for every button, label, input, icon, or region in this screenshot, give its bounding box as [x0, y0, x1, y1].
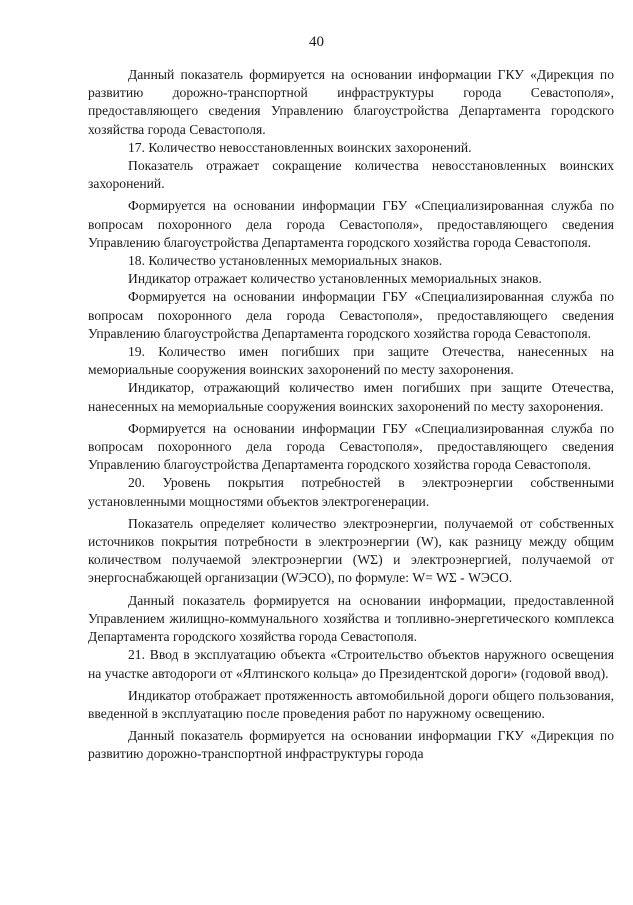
page-number: 40: [309, 34, 324, 50]
heading-indicator-20: 20. Уровень покрытия потребностей в электроэнергии собственными установленными мощностями объектов электрогенерации.: [88, 475, 614, 509]
paragraph-indicator-18-description: Индикатор отражает количество установленных мемориальных знаков.: [128, 271, 542, 287]
body-text: [88, 66, 614, 764]
paragraph-indicator-17-source: Формируется на основании информации ГБУ «Специализированная служба по вопросам похоронного дела города Севастополя», предоставляющего сведения Управлению благоустройства Департамента городского хозяйства города Севастополя.: [88, 198, 614, 250]
paragraph-data-source-gku-1: Данный показатель формируется на основании информации ГКУ «Дирекция по развитию дорожно-транспортной инфраструктуры города Севастополя», предоставляющего сведения Управлению благоустройства Департамента городского хозяйства города Севастополя.: [88, 67, 614, 137]
heading-indicator-19: 19. Количество имен погибших при защите Отечества, нанесенных на мемориальные сооружения воинских захоронений по месту захоронения.: [88, 344, 614, 378]
paragraph-indicator-20-formula: Показатель определяет количество электроэнергии, получаемой от собственных источников покрытия потребности в электроэнергии (W), как разницу между общим количеством получаемой электроэнергии (WΣ) и электроэнергией, получаемой от энергоснабжающей организации (WЭСО), по формуле: W= WΣ - WЭСО.: [88, 515, 614, 586]
paragraph-indicator-19-description: Индикатор, отражающий количество имен погибших при защите Отечества, нанесенных на мемориальные сооружения воинских захоронений по месту захоронения.: [88, 380, 614, 414]
heading-indicator-17: 17. Количество невосстановленных воинских захоронений.: [128, 139, 472, 155]
paragraph-indicator-19-source: Формируется на основании информации ГБУ «Специализированная служба по вопросам похоронного дела города Севастополя», предоставляющего сведения Управлению благоустройства Департамента городского хозяйства города Севастополя.: [88, 420, 614, 473]
paragraph-indicator-17-description: Показатель отражает сокращение количества невосстановленных воинских захоронений.: [88, 158, 614, 192]
paragraph-indicator-20-source: Данный показатель формируется на основании информации, предоставленной Управлением жилищно-коммунального хозяйства и топливно-энергетического комплекса Департамента городского хозяйства города Севастополя.: [88, 592, 614, 645]
paragraph-indicator-18-source: Формируется на основании информации ГБУ «Специализированная служба по вопросам похоронного дела города Севастополя», предоставляющего сведения Управлению благоустройства Департамента городского хозяйства города Севастополя.: [88, 289, 614, 341]
paragraph-indicator-21-description: Индикатор отображает протяженность автомобильной дороги общего пользования, введенной в эксплуатацию после проведения работ по наружному освещению.: [88, 687, 614, 721]
paragraph-indicator-21-source: Данный показатель формируется на основании информации ГКУ «Дирекция по развитию дорожно-транспортной инфраструктуры города: [88, 728, 614, 762]
heading-indicator-18: 18. Количество установленных мемориальных знаков.: [128, 253, 443, 269]
heading-indicator-21: 21. Ввод в эксплуатацию объекта «Строительство объектов наружного освещения на участке автодороги от «Ялтинского кольца» до Президентской дороги» (годовой ввод).: [88, 647, 614, 681]
